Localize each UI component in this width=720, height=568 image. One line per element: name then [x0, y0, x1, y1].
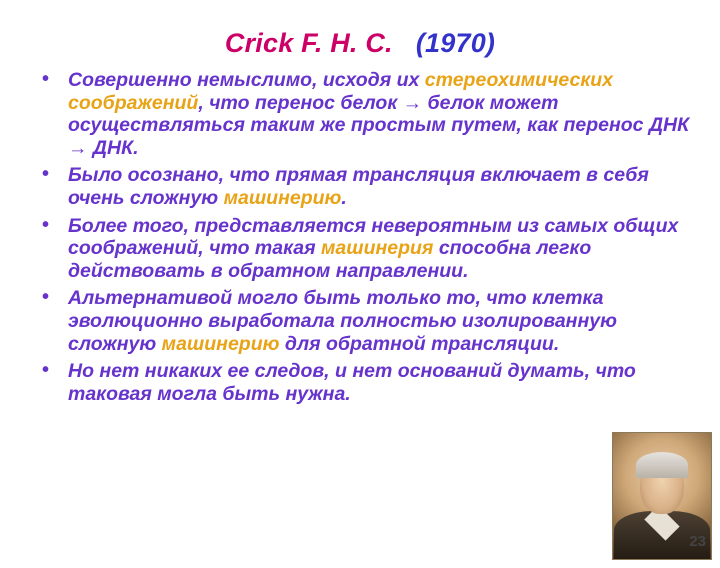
list-item	[34, 164, 698, 209]
bullet-text: Но нет никаких ее следов, и нет оснований думать, что таковая могла быть нужна.	[68, 360, 636, 405]
highlighted-text: машинерию	[223, 187, 342, 210]
list-item	[34, 360, 698, 405]
bullet-text: , что перенос белок → белок может осуществляться таким же простым путем, как перенос ДНК → ДНК.	[68, 91, 690, 159]
bullet-text: Было осознано, что прямая трансляция включает в себя очень сложную	[68, 164, 649, 210]
bullet-text: .	[341, 187, 347, 210]
bullet-text: способна легко действовать в обратном направлении.	[68, 237, 592, 282]
list-item	[34, 215, 698, 283]
highlighted-text: машинерия	[320, 237, 434, 260]
page-number: 23	[689, 533, 706, 550]
page-title	[0, 28, 720, 59]
bullet-text: Более того, представляется невероятным из самых общих соображений, что такая	[68, 214, 679, 260]
page-title-year: (1970)	[415, 28, 496, 58]
bullet-text: для обратной трансляции.	[279, 332, 560, 355]
bullet-list	[0, 69, 720, 406]
portrait-hair	[636, 452, 688, 478]
list-item	[34, 287, 698, 355]
slide	[0, 28, 720, 568]
highlighted-text: стереохимических соображений	[68, 69, 614, 114]
bullet-text: Альтернативой могло быть только то, что клетка эволюционно выработала полностью изолированную сложную	[68, 287, 617, 355]
highlighted-text: машинерию	[161, 332, 280, 355]
bullet-text: Совершенно немыслимо, исходя их	[68, 69, 425, 91]
list-item	[34, 69, 698, 159]
page-title-main: Crick F. H. C.	[224, 28, 393, 58]
